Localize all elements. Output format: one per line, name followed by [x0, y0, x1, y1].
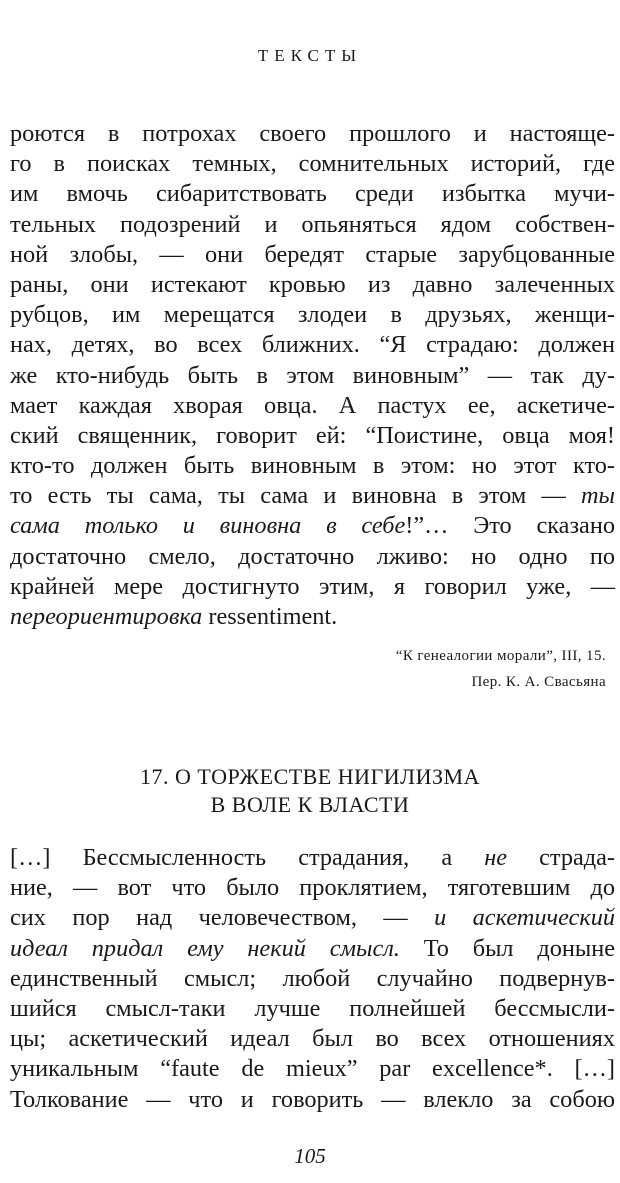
section-paragraph	[10, 843, 615, 1115]
translator-credit: Пер. К. А. Свасьяна	[471, 674, 606, 690]
text-line: переориентировка ressentiment.	[10, 603, 338, 630]
text-line: нах, детях, во всех ближних. “Я страдаю: должен	[10, 331, 615, 359]
emphasis: переориентировка	[10, 603, 203, 630]
text-line: единственный смысл; любой случайно подвернув-	[10, 964, 615, 992]
text-line: мает каждая хворая овца. А пастух ее, аскетиче-	[10, 391, 615, 419]
text-line: цы; аскетический идеал был во всех отношениях	[10, 1025, 615, 1053]
emphasis: ты	[580, 482, 615, 510]
text-line: рубцов, им мерещатся злодеи в друзьях, женщи-	[10, 301, 615, 329]
text-line: ский священник, говорит ей: “Поистине, овца моя!	[10, 421, 615, 449]
section-title: 17. О ТОРЖЕСТВЕ НИГИЛИЗМА	[140, 764, 480, 789]
running-head: ТЕКСТЫ	[257, 46, 363, 65]
text-line: же кто-нибудь быть в этом виновным” — так ду-	[10, 361, 615, 389]
emphasis: сама только и виновна в себе	[10, 512, 406, 540]
text-line: ние, — вот что было проклятием, тяготевшим до	[10, 874, 615, 902]
text-line: то есть ты сама, ты сама и виновна в этом — ты	[10, 482, 615, 510]
text-line: им вмочь сибаритствовать среди избытка мучи-	[10, 180, 615, 208]
text-line: уникальным “faute de mieux” par excellence*. […]	[10, 1055, 615, 1083]
emphasis: идеал придал ему некий смысл.	[10, 934, 400, 962]
text-line: го в поисках темных, сомнительных историй, где	[10, 150, 615, 178]
emphasis: и аскетический	[434, 904, 615, 932]
section-title-continued: В ВОЛЕ К ВЛАСТИ	[210, 792, 410, 817]
quote-paragraph	[10, 119, 615, 632]
text-line: Толкование — что и говорить — влекло за собою	[10, 1085, 615, 1113]
text-line: тельных подозрений и опьяняться ядом собствен-	[10, 210, 615, 238]
text-line: ной злобы, — они бередят старые зарубцованные	[10, 240, 615, 268]
text-line: сама только и виновна в себе!”… Это сказано	[10, 512, 615, 540]
text-line: […] Бессмысленность страдания, а не страда-	[10, 844, 615, 871]
emphasis: не	[484, 844, 508, 871]
text-line: кто-то должен быть виновным в этом: но этот кто-	[10, 452, 615, 480]
text-line: сих пор над человечеством, — и аскетический	[10, 904, 615, 932]
source-citation: “К генеалогии морали”, III, 15.	[395, 648, 606, 664]
text-line: достаточно смело, достаточно лживо: но одно по	[10, 542, 615, 570]
text-line: раны, они истекают кровью из давно залеченных	[10, 270, 615, 298]
text-line: роются в потрохах своего прошлого и настояще-	[10, 120, 615, 147]
text-line: шийся смысл-таки лучше полнейшей бессмысли-	[10, 994, 615, 1022]
page-number: 105	[294, 1144, 326, 1168]
text-line: идеал придал ему некий смысл. То был доныне	[10, 934, 615, 962]
text-line: крайней мере достигнуто этим, я говорил уже, —	[10, 572, 615, 600]
